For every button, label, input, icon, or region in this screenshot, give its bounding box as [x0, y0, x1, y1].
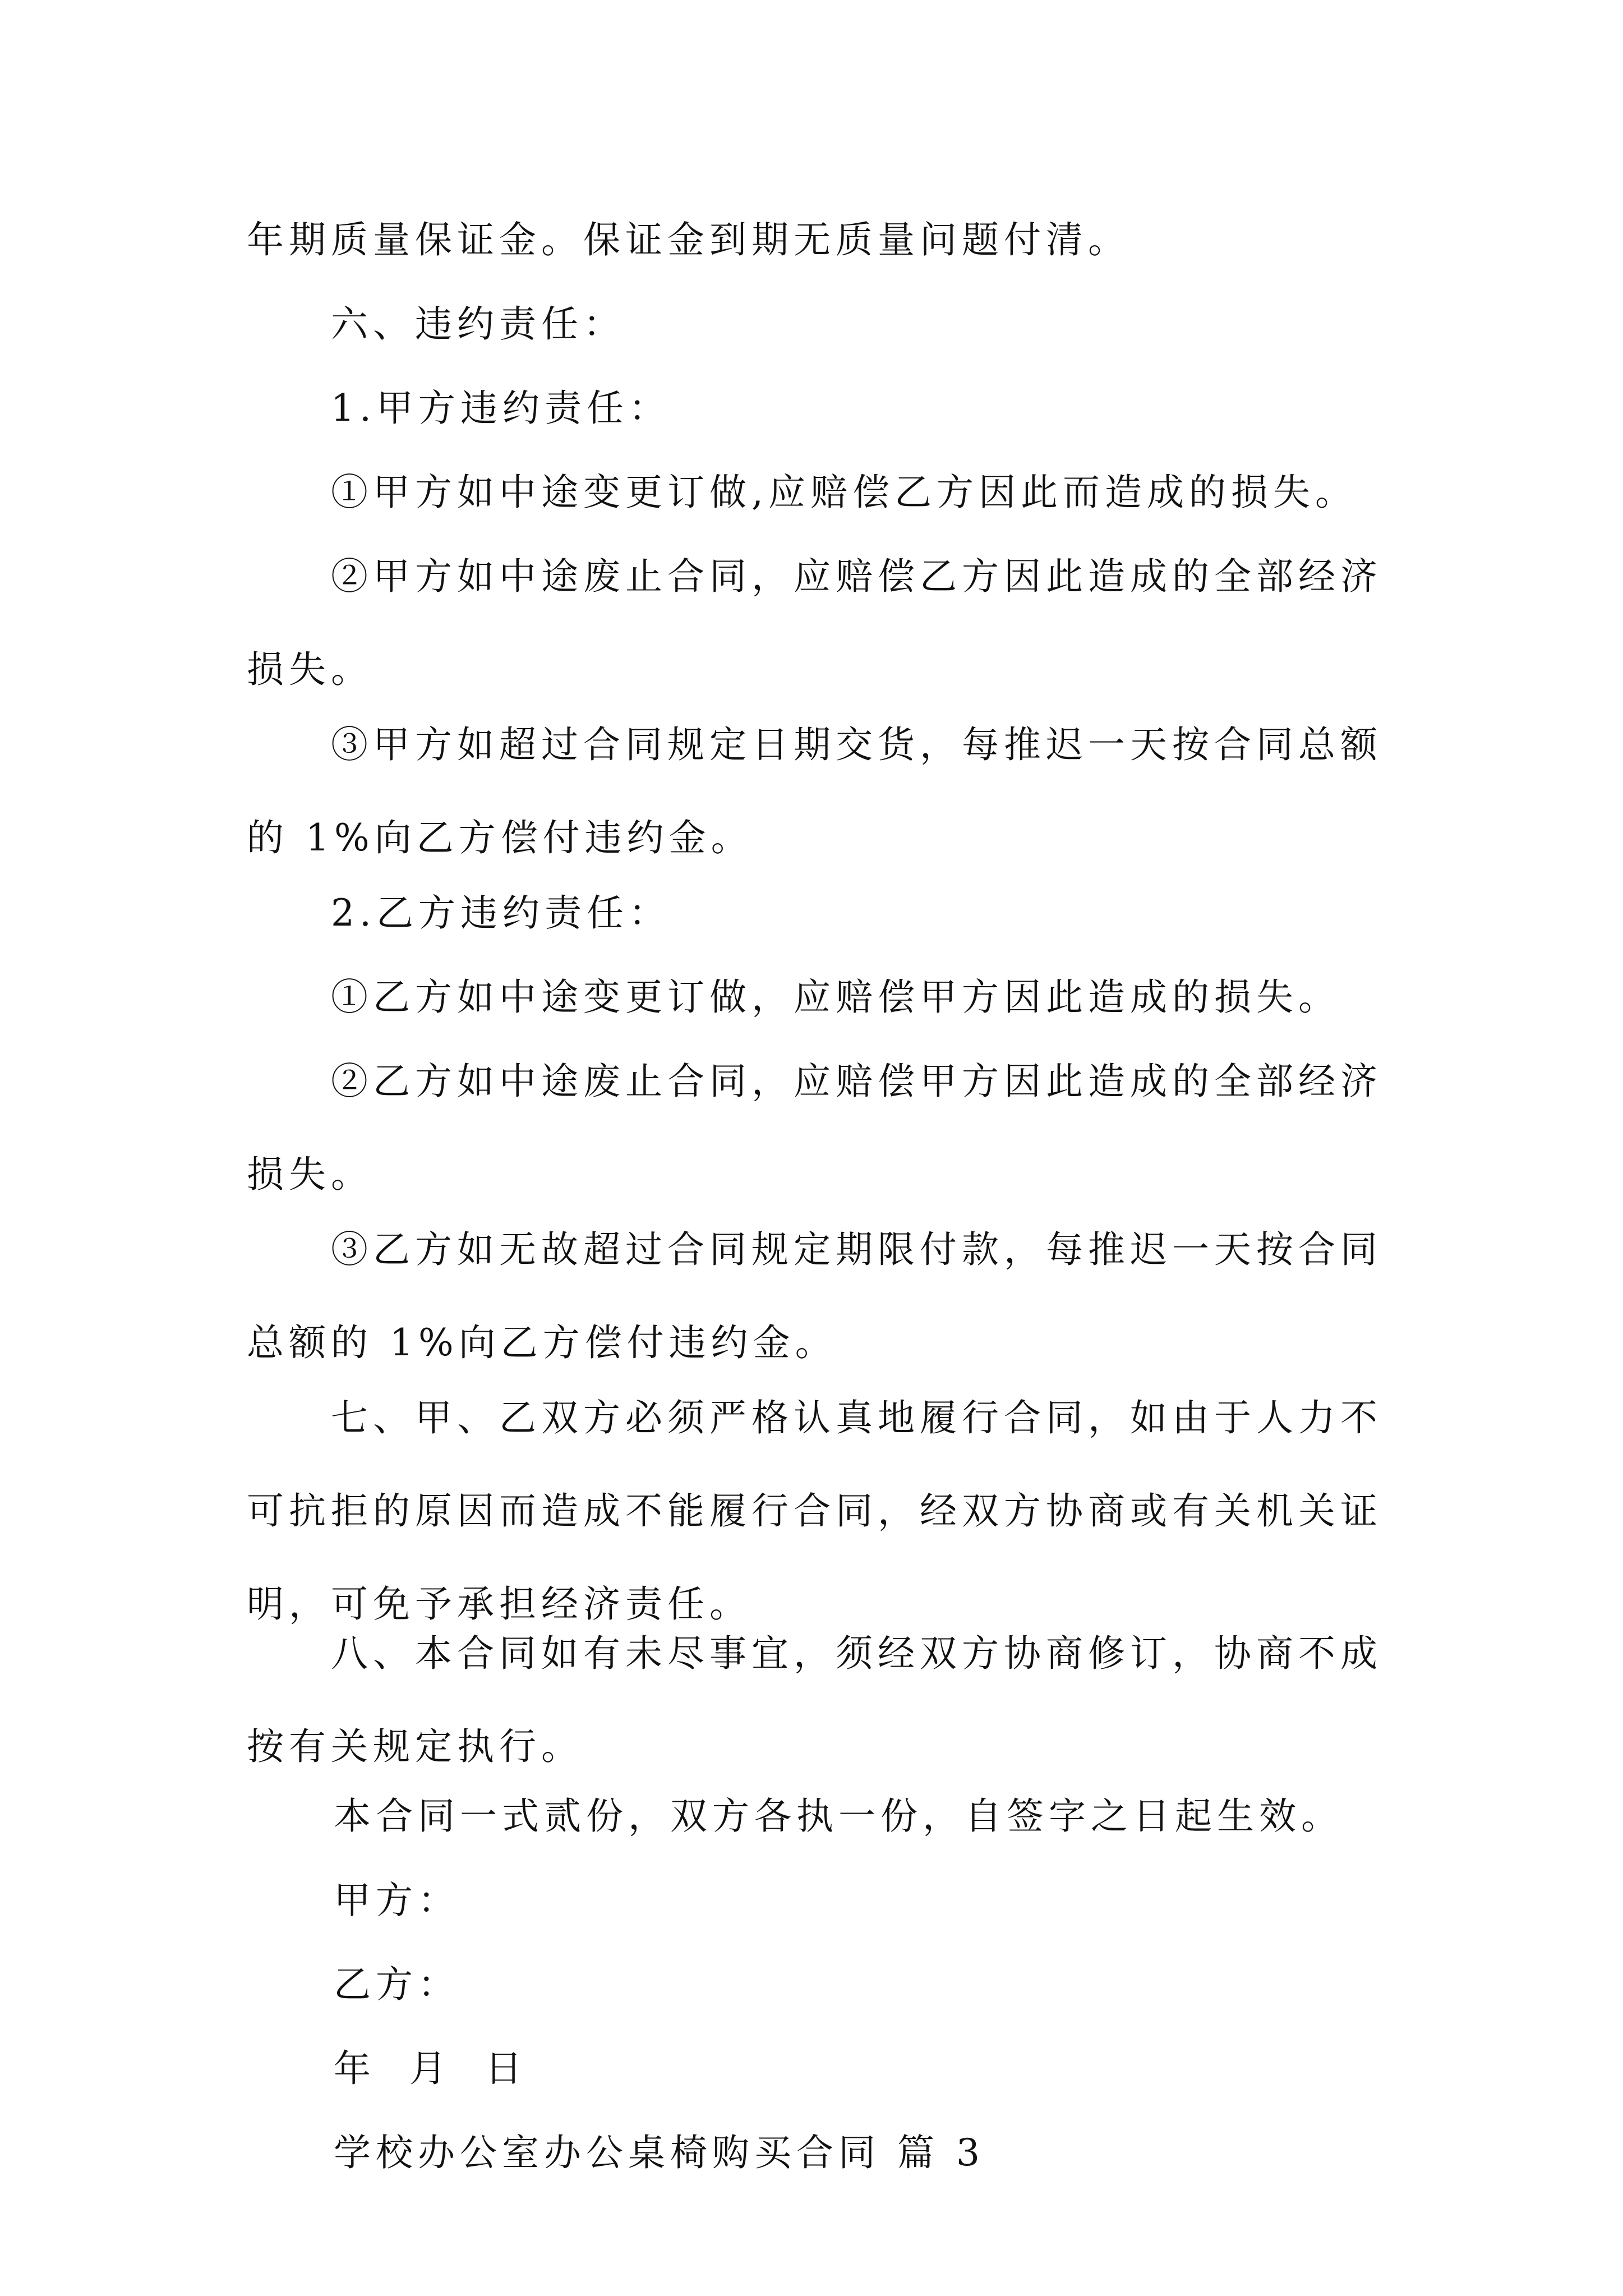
date-line: 年 月 日 [334, 2047, 527, 2090]
section-seven-paragraph: 七、甲、乙双方必须严格认真地履行合同，如由于人力不可抗拒的原因而造成不能履行合同，经双方协商或有关机关证明，可免予承担经济责任。 [247, 1396, 1382, 1626]
party-a-clause-2: ②甲方如中途废止合同，应赔偿乙方因此造成的全部经济损失。 [247, 555, 1382, 691]
paragraph-quality-deposit: 年期质量保证金。保证金到期无质量问题付清。 [247, 218, 1130, 261]
section-eight-paragraph: 八、本合同如有未尽事宜，须经双方协商修订，协商不成按有关规定执行。 [247, 1632, 1382, 1768]
effective-clause: 本合同一式贰份，双方各执一份，自签字之日起生效。 [334, 1795, 1343, 1838]
party-a-liability-heading: 1.甲方违约责任： [331, 386, 671, 430]
party-a-signature-line: 甲方： [334, 1879, 460, 1922]
party-b-clause-3: ③乙方如无故超过合同规定期限付款，每推迟一天按合同总额的 1%向乙方偿付违约金。 [247, 1228, 1382, 1364]
party-b-signature-line: 乙方： [334, 1963, 460, 2006]
party-b-clause-1: ①乙方如中途变更订做，应赔偿甲方因此造成的损失。 [331, 976, 1340, 1019]
party-b-liability-heading: 2.乙方违约责任： [331, 891, 671, 935]
party-a-clause-1: ①甲方如中途变更订做,应赔偿乙方因此而造成的损失。 [331, 471, 1357, 514]
section-six-heading: 六、违约责任： [331, 302, 625, 346]
party-a-clause-3: ③甲方如超过合同规定日期交货，每推迟一天按合同总额的 1%向乙方偿付违约金。 [247, 723, 1382, 859]
contract-title-part-3: 学校办公室办公桌椅购买合同 篇 3 [334, 2131, 985, 2174]
party-b-clause-2: ②乙方如中途废止合同，应赔偿甲方因此造成的全部经济损失。 [247, 1060, 1382, 1196]
